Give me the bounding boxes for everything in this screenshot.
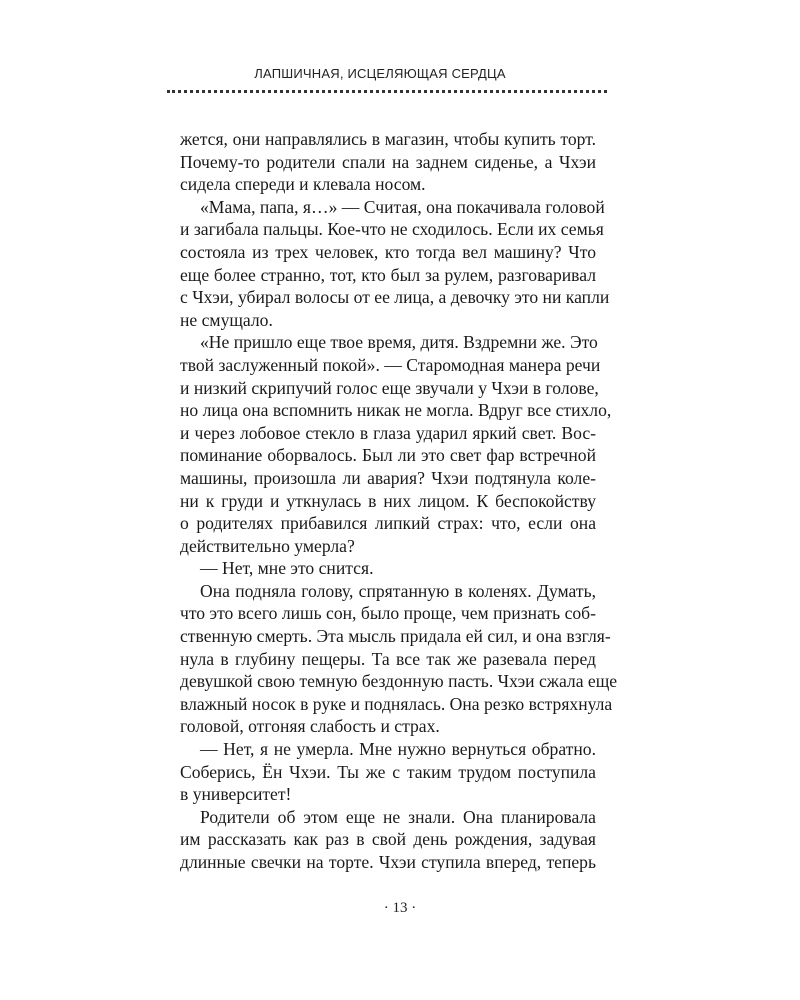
- text-line: Почему-то родители спали на заднем сиденье, а Чхэи: [180, 151, 596, 172]
- text-line: что это всего лишь сон, было проще, чем признать соб-: [180, 603, 596, 624]
- text-line: твой заслуженный покой». — Старомодная манера речи: [180, 354, 601, 375]
- text-line: нула в глубину пещеры. Та все так же разевала перед: [180, 648, 596, 669]
- text-line: поминание оборвалось. Был ли это свет фар встречной: [180, 445, 596, 466]
- text-line: Родители об этом еще не знали. Она планировала: [200, 806, 596, 827]
- text-line: о родителях прибавился липкий страх: что, если она: [180, 513, 596, 534]
- text-line: им рассказать как раз в свой день рождения, задувая: [180, 829, 596, 850]
- dotted-rule: [167, 90, 607, 93]
- text-line: влажный носок в руке и поднялась. Она резко встряхнула: [180, 693, 613, 714]
- text-line: головой, отгоняя слабость и страх.: [180, 716, 440, 737]
- text-line: жется, они направлялись в магазин, чтобы купить торт.: [180, 129, 596, 149]
- text-line: — Нет, я не умерла. Мне нужно вернуться обратно.: [200, 739, 596, 760]
- running-head: ЛАПШИЧНАЯ, ИСЦЕЛЯЮЩАЯ СЕРДЦА: [254, 66, 506, 81]
- text-line: «Не пришло еще твое время, дитя. Вздремни же. Это: [200, 332, 598, 353]
- text-line: — Нет, мне это снится.: [200, 558, 374, 579]
- text-line: Она подняла голову, спрятанную в коленях. Думать,: [200, 580, 596, 601]
- text-line: с Чхэи, убирал волосы от ее лица, а девочку это ни капли: [180, 287, 610, 308]
- text-line: состояла из трех человек, кто тогда вел машину? Что: [180, 241, 596, 262]
- text-line: «Мама, папа, я…» — Считая, она покачивала головой: [200, 196, 605, 217]
- text-line: девушкой свою темную бездонную пасть. Чхэи сжала еще: [180, 671, 618, 692]
- text-line: и загибала пальцы. Кое-что не сходилось. Если их семья: [180, 219, 604, 240]
- text-line: машины, произошла ли авария? Чхэи подтянула коле-: [180, 467, 596, 488]
- body-text: [180, 128, 618, 874]
- text-line: и низкий скрипучий голос еще звучали у Чхэи в голове,: [180, 377, 599, 398]
- text-line: не смущало.: [180, 309, 273, 330]
- text-line: Соберись, Ён Чхэи. Ты же с таким трудом поступила: [180, 761, 596, 782]
- text-line: но лица она вспомнить никак не могла. Вдруг все стихло,: [180, 400, 612, 421]
- text-line: длинные свечки на торте. Чхэи ступила вперед, теперь: [180, 852, 596, 872]
- text-line: ственную смерть. Эта мысль придала ей сил, и она взгля-: [180, 626, 611, 647]
- text-line: и через лобовое стекло в глаза ударил яркий свет. Вос-: [180, 422, 596, 443]
- text-line: в университет!: [180, 784, 292, 805]
- text-line: еще более странно, тот, кто был за рулем, разговаривал: [180, 264, 596, 285]
- text-line: действительно умерла?: [180, 535, 355, 556]
- text-line: ни к груди и уткнулась в них лицом. К беспокойству: [180, 490, 596, 511]
- text-line: сидела спереди и клевала носом.: [180, 174, 426, 195]
- page-number: · 13 ·: [383, 900, 417, 916]
